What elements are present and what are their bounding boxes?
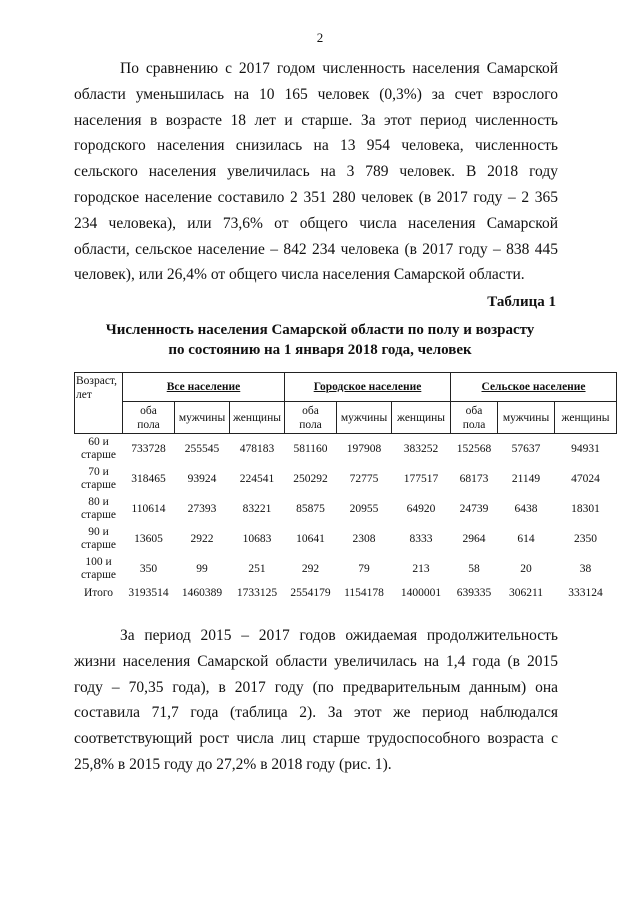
sub-header-both-sexes: оба пола: [123, 402, 175, 434]
value-cell: 79: [358, 563, 370, 575]
group-header-all: Все население: [123, 373, 285, 402]
age-cell: 90 и старше: [80, 526, 117, 551]
value-cell: 197908: [346, 443, 382, 455]
paragraph-life-expectancy: [74, 623, 558, 778]
value-cell: 110614: [131, 503, 166, 515]
value-cell: 18301: [571, 503, 600, 515]
total-cell: 1460389: [181, 587, 223, 599]
value-cell: 8333: [409, 533, 433, 545]
population-table: [74, 372, 617, 602]
value-cell: 38: [579, 563, 592, 575]
age-column-header: Возраст, лет: [75, 373, 123, 434]
paragraph-text: За период 2015 – 2017 годов ожидаемая продолжительность жизни населения Самарской области увеличилась на 1,4 года (в 2015 году – 70,35 года), в 2017 году (по предварительным данным) она составила 71,7 года (таблица 2). За этот же период наблюдался соответствующий рост числа лиц старше трудоспособного возраста с 25,8% в 2015 году до 27,2% в 2018 году (рис. 1).: [74, 627, 558, 773]
total-cell: 1154178: [344, 587, 384, 599]
value-cell: 58: [468, 563, 480, 575]
table-row: [75, 434, 617, 465]
sub-header-both-sexes: оба пола: [451, 402, 498, 434]
total-cell: 1733125: [236, 587, 278, 599]
sub-header-women: женщины: [555, 402, 617, 434]
table-row: [75, 494, 617, 524]
total-label-cell: Итого: [83, 586, 114, 599]
value-cell: 72775: [349, 473, 379, 485]
value-cell: 614: [517, 533, 535, 545]
table-title: [74, 320, 566, 360]
value-cell: 251: [248, 563, 266, 575]
sub-header-women: женщины: [230, 402, 285, 434]
sub-header-men: мужчины: [498, 402, 555, 434]
total-cell: 2554179: [290, 587, 331, 599]
value-cell: 13605: [134, 533, 163, 545]
sub-header-men: мужчины: [337, 402, 392, 434]
value-cell: 85875: [296, 503, 325, 515]
value-cell: 350: [139, 563, 158, 575]
age-cell: 70 и старше: [80, 466, 117, 491]
value-cell: 177517: [403, 473, 439, 485]
sub-header-women: женщины: [392, 402, 451, 434]
value-cell: 99: [196, 563, 208, 575]
value-cell: 20955: [349, 503, 379, 515]
total-cell: 306211: [508, 587, 544, 599]
value-cell: 94931: [571, 443, 600, 455]
value-cell: 318465: [131, 473, 166, 485]
table-row: [75, 554, 617, 584]
value-cell: 68173: [459, 473, 489, 485]
paragraph-text: По сравнению с 2017 годом численность населения Самарской области уменьшилась на 10 165 человек (0,3%) за счет взрослого населения в возрасте 18 лет и старше. За этот период численность городского населения снизилась на 13 954 человека, численность сельского населения увеличилась на 3 789 человек. В 2018 году городское население составило 2 351 280 человек (в 2017 году – 2 365 234 человека), или 73,6% от общего числа населения Самарской области, сельское население – 842 234 человека (в 2017 году – 838 445 человек), или 26,4% от общего числа населения Самарской области.: [74, 60, 558, 284]
value-cell: 93924: [187, 473, 217, 485]
value-cell: 213: [412, 563, 430, 575]
value-cell: 2922: [190, 533, 214, 545]
value-cell: 10641: [296, 533, 325, 545]
value-cell: 24739: [459, 503, 489, 515]
age-cell: 80 и старше: [80, 496, 117, 521]
value-cell: 2350: [574, 533, 598, 545]
total-cell: 1400001: [400, 587, 442, 599]
total-cell: 333124: [568, 587, 603, 599]
age-cell: 60 и старше: [80, 436, 117, 461]
value-cell: 255545: [184, 443, 220, 455]
value-cell: 83221: [242, 503, 272, 515]
value-cell: 733728: [131, 443, 166, 455]
value-cell: 47024: [571, 473, 600, 485]
value-cell: 224541: [239, 473, 275, 485]
table-row-total: [75, 584, 617, 602]
paragraph-population-summary: [74, 56, 558, 288]
age-cell: 100 и старше: [80, 556, 117, 581]
value-cell: 250292: [293, 473, 328, 485]
value-cell: 21149: [511, 473, 541, 485]
page-number: 2: [316, 30, 324, 45]
value-cell: 57637: [511, 443, 541, 455]
value-cell: 2308: [352, 533, 376, 545]
table-row: [75, 524, 617, 554]
table-row: [75, 464, 617, 494]
value-cell: 6438: [514, 503, 538, 515]
value-cell: 581160: [293, 443, 328, 455]
group-header-urban: Городское население: [285, 373, 451, 402]
value-cell: 2964: [462, 533, 486, 545]
value-cell: 10683: [242, 533, 272, 545]
total-cell: 639335: [456, 587, 492, 599]
value-cell: 478183: [239, 443, 275, 455]
value-cell: 383252: [403, 443, 439, 455]
value-cell: 152568: [456, 443, 492, 455]
sub-header-men: мужчины: [175, 402, 230, 434]
value-cell: 64920: [406, 503, 436, 515]
table-title-line-2: по состоянию на 1 января 2018 года, человек: [168, 342, 472, 358]
value-cell: 292: [301, 563, 320, 575]
table-title-line-1: Численность населения Самарской области по полу и возрасту: [105, 322, 535, 338]
sub-header-both-sexes: оба пола: [285, 402, 337, 434]
value-cell: 27393: [187, 503, 217, 515]
total-cell: 3193514: [128, 587, 169, 599]
group-header-rural: Сельское население: [451, 373, 617, 402]
value-cell: 20: [520, 563, 532, 575]
table-label: Таблица 1: [487, 294, 556, 310]
